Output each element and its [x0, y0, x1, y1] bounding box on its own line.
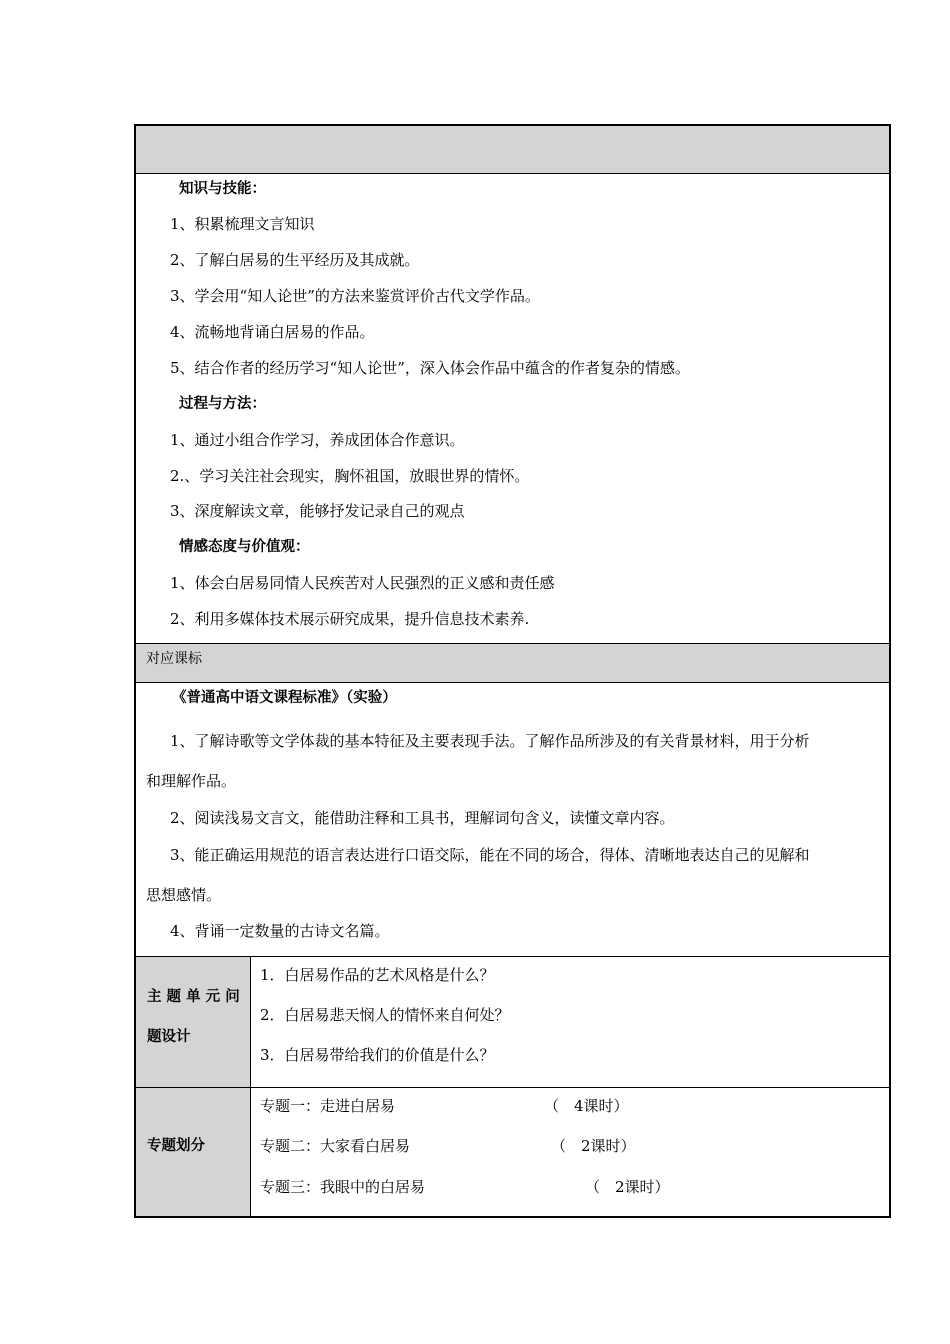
knowledge-item-5: 5、结合作者的经历学习“知人论世”，深入体会作品中蕴含的作者复杂的情感。 [170, 359, 690, 377]
knowledge-item-1: 1、积累梳理文言知识 [170, 215, 315, 233]
topic-1-hours: （ 4课时） [544, 1097, 629, 1115]
question-2: 2．白居易悲天悯人的情怀来自何处？ [260, 1006, 510, 1024]
header-row [136, 124, 889, 173]
standards-line-2: 和理解作品。 [146, 772, 237, 790]
knowledge-heading: 知识与技能： [179, 181, 266, 197]
knowledge-item-3: 3、学会用“知人论世”的方法来鉴赏评价古代文学作品。 [170, 287, 540, 305]
topics-section [136, 1087, 889, 1218]
process-heading: 过程与方法： [179, 396, 266, 412]
standards-section [136, 682, 889, 956]
question-1: 1．白居易作品的艺术风格是什么？ [260, 966, 495, 984]
topics-label: 专题划分 [147, 1138, 205, 1154]
topic-2-hours: （ 2课时） [551, 1137, 636, 1155]
questions-section [136, 956, 889, 1087]
process-item-2: 2.、学习关注社会现实，胸怀祖国，放眼世界的情怀。 [170, 467, 530, 485]
standards-label: 对应课标 [146, 651, 202, 667]
questions-label-line-2: 题设计 [147, 1029, 191, 1045]
standards-line-6: 4、背诵一定数量的古诗文名篇。 [170, 922, 390, 940]
knowledge-item-2: 2、了解白居易的生平经历及其成就。 [170, 251, 420, 269]
question-3: 3．白居易带给我们的价值是什么？ [260, 1046, 495, 1064]
knowledge-item-4: 4、流畅地背诵白居易的作品。 [170, 323, 375, 341]
process-item-1: 1、通过小组合作学习，养成团体合作意识。 [170, 431, 465, 449]
objectives-section [136, 173, 889, 643]
standards-line-4: 3、能正确运用规范的语言表达进行口语交际，能在不同的场合，得体、清晰地表达自己的见解和 [170, 846, 810, 864]
topic-3-hours: （ 2课时） [585, 1178, 670, 1196]
questions-label-line-1: 主 题 单 元 问 [147, 989, 240, 1005]
standards-label-row [136, 643, 889, 682]
standards-title: 《普通高中语文课程标准》（实验） [172, 690, 397, 706]
emotion-item-1: 1、体会白居易同情人民疾苦对人民强烈的正义感和责任感 [170, 574, 555, 592]
standards-line-3: 2、阅读浅易文言文，能借助注释和工具书，理解词句含义，读懂文章内容。 [170, 809, 675, 827]
process-item-3: 3、深度解读文章，能够抒发记录自己的观点 [170, 502, 465, 520]
standards-line-1: 1、了解诗歌等文学体裁的基本特征及主要表现手法。了解作品所涉及的有关背景材料，用于分析 [170, 732, 810, 750]
topic-1-name: 专题一：走进白居易 [260, 1097, 396, 1115]
questions-label-cell [136, 957, 251, 1087]
topic-2-name: 专题二：大家看白居易 [260, 1137, 411, 1155]
topics-label-cell [136, 1088, 251, 1216]
topic-3-name: 专题三：我眼中的白居易 [260, 1178, 426, 1196]
standards-line-5: 思想感情。 [146, 886, 222, 904]
lesson-plan-table [134, 124, 891, 1218]
emotion-heading: 情感态度与价值观： [179, 539, 310, 555]
emotion-item-2: 2、利用多媒体技术展示研究成果，提升信息技术素养. [170, 610, 530, 628]
